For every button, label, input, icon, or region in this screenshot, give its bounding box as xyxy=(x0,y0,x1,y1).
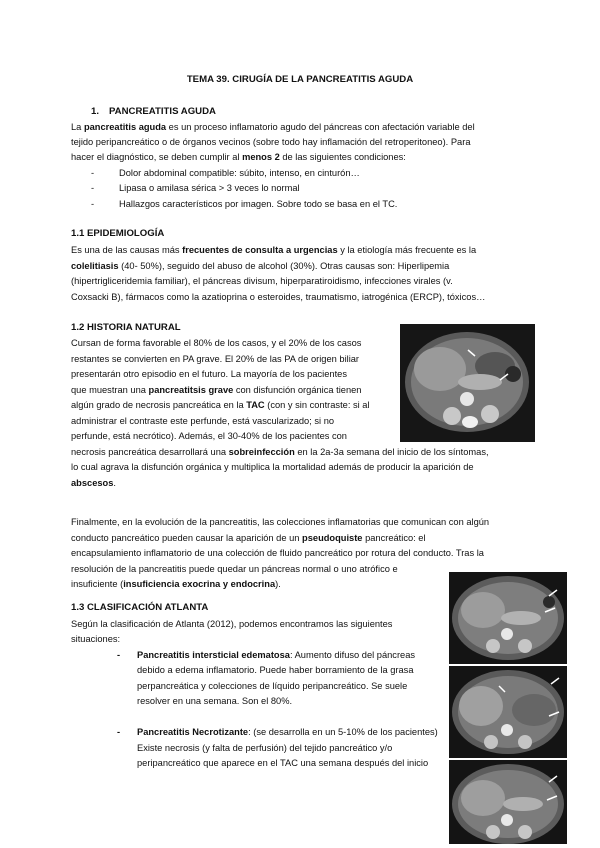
s1-paragraph-line3: hacer el diagnóstico, se deben cumplir al menos 2 de las siguientes condiciones: xyxy=(71,152,406,162)
section-1-heading: PANCREATITIS AGUDA xyxy=(109,106,216,117)
ct-scan-image xyxy=(449,760,567,844)
s12-p2-line4: resolución de la pancreatitis puede quedar un páncreas normal o uno atrófico e xyxy=(71,564,398,574)
section-1-1-heading: 1.1 EPIDEMIOLOGÍA xyxy=(71,228,165,239)
s12-line8: necrosis pancreática desarrollará una sobreinfección en la 2a-3a semana del inicio de los síntomas, xyxy=(71,447,489,457)
s11-line1: Es una de las causas más frecuentes de consulta a urgencias y la etiología más frecuente es la xyxy=(71,245,477,255)
s13-a-line3: perpancreática y colecciones de líquido peripancreático. Se suele xyxy=(137,681,408,691)
s1-paragraph-line1: La pancreatitis aguda es un proceso inflamatorio agudo del páncreas con afectación variable del xyxy=(71,122,475,132)
s13-b-line2: Existe necrosis (y falta de perfusión) del tejido pancreático y/o xyxy=(137,743,393,753)
section-1-number: 1. xyxy=(91,106,100,117)
s12-p2-line1: Finalmente, en la evolución de la pancreatitis, las colecciones inflamatorias que comunican con algún xyxy=(71,517,490,527)
s13-a-line2: debido a edema inflamatorio. Puede haber borramiento de la grasa xyxy=(137,665,414,675)
s12-p2-line5: insuficiente (insuficiencia exocrina y endocrina). xyxy=(71,579,281,589)
s12-p2-line2: conducto pancreático pueden causar la aparición de un pseudoquiste pancreático: el xyxy=(71,533,426,543)
s1-paragraph-line2: tejido peripancreático o de órganos vecinos (sobre todo hay inflamación del retroperitoneo). Para xyxy=(71,137,471,147)
s12-line9: lo cual agrava la disfunción orgánica y multiplica la mortalidad además de producir la aparición de xyxy=(71,462,474,472)
s11-line2: colelitiasis (40- 50%), seguido del abuso de alcohol (30%). Otras causas son: Hiperlipemia xyxy=(71,261,450,271)
s12-line3: presentarán otro episodio en el futuro. La mayoría de los pacientes xyxy=(71,369,347,379)
s13-a-line4: resolver en una semana. Son el 80%. xyxy=(137,696,293,706)
ct-scan-image xyxy=(449,666,567,758)
page-title: TEMA 39. CIRUGÍA DE LA PANCREATITIS AGUDA xyxy=(186,74,414,85)
ct-scan-image xyxy=(400,324,535,442)
section-1-3-heading: 1.3 CLASIFICACIÓN ATLANTA xyxy=(71,602,209,613)
list-item: - Pancreatitis Necrotizante: (se desarrolla en un 5-10% de los pacientes) xyxy=(117,727,438,737)
s12-line2: restantes se convierten en PA grave. El 20% de las PA de origen biliar xyxy=(71,354,360,364)
section-1-2-heading: 1.2 HISTORIA NATURAL xyxy=(71,322,181,333)
s13-line1: Según la clasificación de Atlanta (2012), podemos encontramos las siguientes xyxy=(71,619,393,629)
s12-line6: administrar el contraste este perfunde, está vascularizado; si no xyxy=(71,416,335,426)
s11-line3: (hipertrigliceridemia familiar), el páncreas divisum, hiperparatiroidismo, infecciones virales (v. xyxy=(71,276,453,286)
s12-line1: Cursan de forma favorable el 80% de los casos, y el 20% de los casos xyxy=(71,338,362,348)
s12-line10: abscesos. xyxy=(71,478,116,488)
s12-line5: algún grado de necrosis pancreática en la TAC (con y sin contraste: si al xyxy=(71,400,370,410)
list-item: - Pancreatitis intersticial edematosa: Aumento difuso del páncreas xyxy=(117,650,416,660)
s13-line2: situaciones: xyxy=(71,634,121,644)
s11-line4: Coxsacki B), fármacos como la azatioprina o esteroides, traumatismo, iatrogénica (ERCP), tóxicos… xyxy=(71,292,486,302)
ct-scan-image xyxy=(449,572,567,664)
list-item: - Hallazgos característicos por imagen. Sobre todo se basa en el TC. xyxy=(91,199,398,209)
list-item: - Lipasa o amilasa sérica > 3 veces lo normal xyxy=(91,183,300,193)
s12-line4: que muestran una pancreatitsis grave con disfunción orgánica tienen xyxy=(71,385,362,395)
list-item: - Dolor abdominal compatible: súbito, intenso, en cinturón… xyxy=(91,168,360,178)
s12-line7: perfunde, está necrótico). Además, el 30-40% de los pacientes con xyxy=(71,431,347,441)
s12-p2-line3: encapsulamiento inflamatorio de una colección de fluido pancreático por rotura del conducto. Tras la xyxy=(71,548,484,558)
s13-b-line3: peripancreático que aparece en el TAC una semana después del inicio xyxy=(137,758,429,768)
